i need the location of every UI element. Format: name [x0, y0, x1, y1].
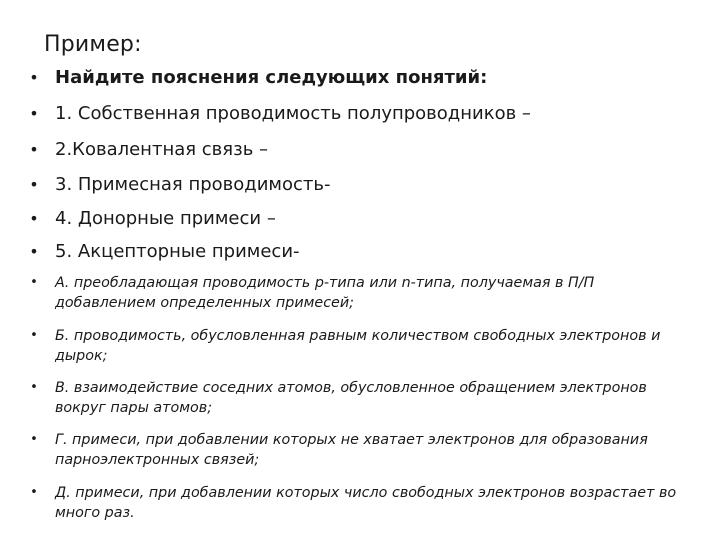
- answer-text: В. взаимодействие соседних атомов, обусловленное обращением электронов вокруг пары атомов;: [55, 380, 647, 416]
- slide-title: Пример:: [44, 32, 142, 57]
- bullet-icon: •: [30, 432, 38, 447]
- answer-text: Б. проводимость, обусловленная равным количеством свободных электронов и дырок;: [55, 328, 661, 364]
- instruction-text: Найдите пояснения следующих понятий:: [55, 67, 488, 88]
- concept-text: 3. Примесная проводимость-: [55, 174, 331, 195]
- bullet-icon: •: [30, 380, 38, 395]
- answer-text: Г. примеси, при добавлении которых не хватает электронов для образования парноэлектронных связей;: [55, 432, 648, 468]
- bullet-icon: •: [29, 209, 39, 228]
- bullet-icon: •: [30, 328, 38, 343]
- concept-text: 2.Ковалентная связь –: [55, 139, 269, 160]
- concept-text: 5. Акцепторные примеси-: [55, 241, 300, 262]
- bullet-icon: •: [30, 485, 38, 500]
- concept-text: 4. Донорные примеси –: [55, 208, 276, 229]
- bullet-icon: •: [30, 275, 38, 290]
- bullet-icon: •: [29, 68, 39, 87]
- concept-text: 1. Собственная проводимость полупроводников –: [55, 103, 531, 124]
- bullet-icon: •: [29, 175, 39, 194]
- answer-text: А. преобладающая проводимость р-типа или n-типа, получаемая в П/П добавлением определенных примесей;: [55, 275, 595, 311]
- answer-text: Д. примеси, при добавлении которых число свободных электронов возрастает во много раз.: [55, 485, 677, 521]
- bullet-icon: •: [29, 242, 39, 261]
- bullet-icon: •: [29, 140, 39, 159]
- bullet-icon: •: [29, 104, 39, 123]
